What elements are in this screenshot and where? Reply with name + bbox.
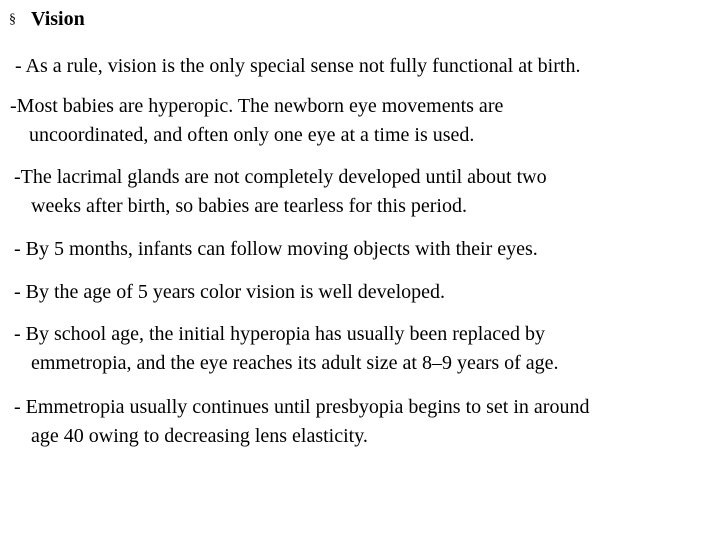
paragraph-4	[14, 235, 538, 264]
paragraph-line: - By the age of 5 years color vision is well developed.	[14, 281, 445, 303]
paragraph-2	[10, 92, 503, 150]
paragraph-line: - As a rule, vision is the only special sense not fully functional at birth.	[10, 55, 581, 77]
paragraph-6	[14, 320, 559, 378]
paragraph-line: -The lacrimal glands are not completely developed until about two	[14, 166, 547, 188]
paragraph-line: - Emmetropia usually continues until presbyopia begins to set in around	[14, 396, 590, 418]
paragraph-line: -Most babies are hyperopic. The newborn eye movements are	[10, 95, 504, 117]
paragraph-line: uncoordinated, and often only one eye at a time is used.	[29, 124, 475, 146]
slide-heading	[9, 7, 85, 32]
paragraph-line: weeks after birth, so babies are tearless for this period.	[31, 195, 467, 217]
paragraph-3	[14, 163, 547, 221]
paragraph-line: age 40 owing to decreasing lens elasticity.	[31, 425, 368, 447]
paragraph-1	[10, 52, 580, 81]
paragraph-7	[14, 393, 589, 451]
paragraph-line: emmetropia, and the eye reaches its adult size at 8–9 years of age.	[31, 352, 559, 374]
paragraph-line: - By 5 months, infants can follow moving objects with their eyes.	[14, 238, 538, 260]
paragraph-5	[14, 278, 445, 307]
section-bullet-icon: §	[9, 12, 16, 27]
paragraph-line: - By school age, the initial hyperopia has usually been replaced by	[14, 323, 545, 345]
slide-title: Vision	[31, 8, 85, 30]
